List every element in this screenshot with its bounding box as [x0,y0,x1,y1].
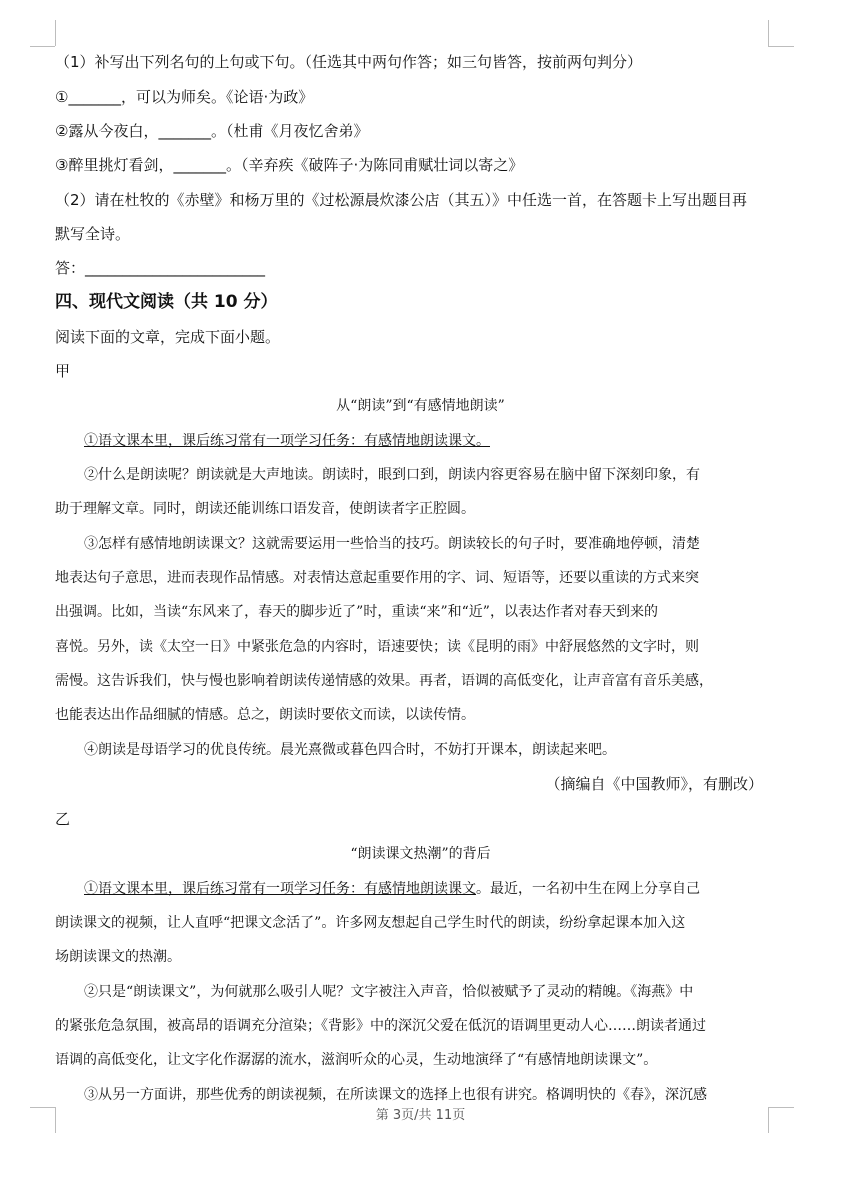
passage-a-p3-line-2: 地表达句子意思，进而表现作品情感。对表情达意起重要作用的字、词、短语等，还要以重读的方式来突 [55,570,699,586]
passage-b-p3-line-1: ③从另一方面讲，那些优秀的朗读视频，在所读课文的选择上也很有讲究。格调明快的《春》，深沉感 [84,1087,707,1103]
page-number: 第 3页/共 11页 [375,1108,466,1123]
passage-a-p2-line-2: 助于理解文章。同时，朗读还能训练口语发音，使朗读者字正腔圆。 [55,501,475,517]
q1-title: （1）补写出下列名句的上句或下句。（任选其中两句作答；如三句皆答，按前两句判分） [55,53,643,71]
passage-a-p3-line-4: 喜悦。另外，读《太空一日》中紧张危急的内容时，语速要快；读《昆明的雨》中舒展悠然的文字时，则 [55,639,699,655]
q1-item-3: ③醉里挑灯看剑，_______。（辛弃疾《破阵子·为陈同甫赋壮词以寄之》 [55,156,524,174]
crop-mark-top-right-v [768,20,769,46]
passage-a-source: （摘编自《中国教师》，有删改） [545,775,763,793]
passage-a-p3-line-1: ③怎样有感情地朗读课文？这就需要运用一些恰当的技巧。朗读较长的句子时，要准确地停顿，清楚 [84,536,700,552]
passage-b-p1-line-3: 场朗读课文的热潮。 [55,949,181,965]
passage-a-p3-line-5: 需慢。这告诉我们，快与慢也影响着朗读传递情感的效果。再者，语调的高低变化，让声音富有音乐美感， [55,673,713,689]
section-heading: 四、现代文阅读（共 10 分） [55,292,278,312]
passage-b-p1-rest: 。最近，一名初中生在网上分享自己 [476,881,700,897]
q2-answer-line: 答：________________________ [55,259,266,277]
passage-a-p1: ①语文课本里，课后练习常有一项学习任务：有感情地朗读课文。 [84,433,490,449]
crop-mark-top-left-v [55,20,56,46]
q2-line-1: （2）请在杜牧的《赤壁》和杨万里的《过松源晨炊漆公店（其五）》中任选一首，在答题卡上写出题目再 [55,191,748,209]
passage-b-p1-line-2: 朗读课文的视频，让人直呼“把课文念活了”。许多网友想起自己学生时代的朗读，纷纷拿起课本加入这 [55,915,686,931]
passage-a-p3-line-3: 出强调。比如，当读“东风来了，春天的脚步近了”时，重读“来”和“近”，以表达作者对春天到来的 [55,604,658,620]
q2-line-2: 默写全诗。 [55,225,131,243]
crop-mark-top-right-h [768,46,794,47]
passage-a-title: 从“朗读”到“有感情地朗读” [336,398,505,414]
section-instruction: 阅读下面的文章，完成下面小题。 [55,328,281,346]
passage-a-p2-line-1: ②什么是朗读呢？朗读就是大声地读。朗读时，眼到口到，朗读内容更容易在脑中留下深刻印象，有 [84,467,700,483]
passage-b-p2-line-3: 语调的高低变化，让文字化作潺潺的流水，滋润听众的心灵，生动地演绎了“有感情地朗读课文”。 [55,1052,658,1068]
passage-b-p1-line-1 [84,879,700,899]
passage-b-title: “朗读课文热潮”的背后 [350,846,491,862]
q1-item-1: ①_______，可以为师矣。《论语·为政》 [55,88,314,106]
passage-b-p2-line-2: 的紧张危急氛围，被高昂的语调充分渲染；《背影》中的深沉父爱在低沉的语调里更动人心……朗读者通过 [55,1018,706,1034]
passage-b-p1-underlined: ①语文课本里，课后练习常有一项学习任务：有感情地朗读课文 [84,881,476,897]
passage-b-p2-line-1: ②只是“朗读课文”，为何就那么吸引人呢？文字被注入声音，恰似被赋予了灵动的精魄。《海燕》中 [84,984,694,1000]
crop-mark-top-left-h [30,46,55,47]
passage-b-label: 乙 [55,810,71,828]
q1-item-2: ②露从今夜白，_______。（杜甫《月夜忆舍弟》 [55,122,369,140]
passage-a-p3-line-6: 也能表达出作品细腻的情感。总之，朗读时要依文而读，以读传情。 [55,707,475,723]
passage-a-p4: ④朗读是母语学习的优良传统。晨光熹微或暮色四合时，不妨打开课本，朗读起来吧。 [84,742,616,758]
passage-a-label: 甲 [55,362,71,380]
